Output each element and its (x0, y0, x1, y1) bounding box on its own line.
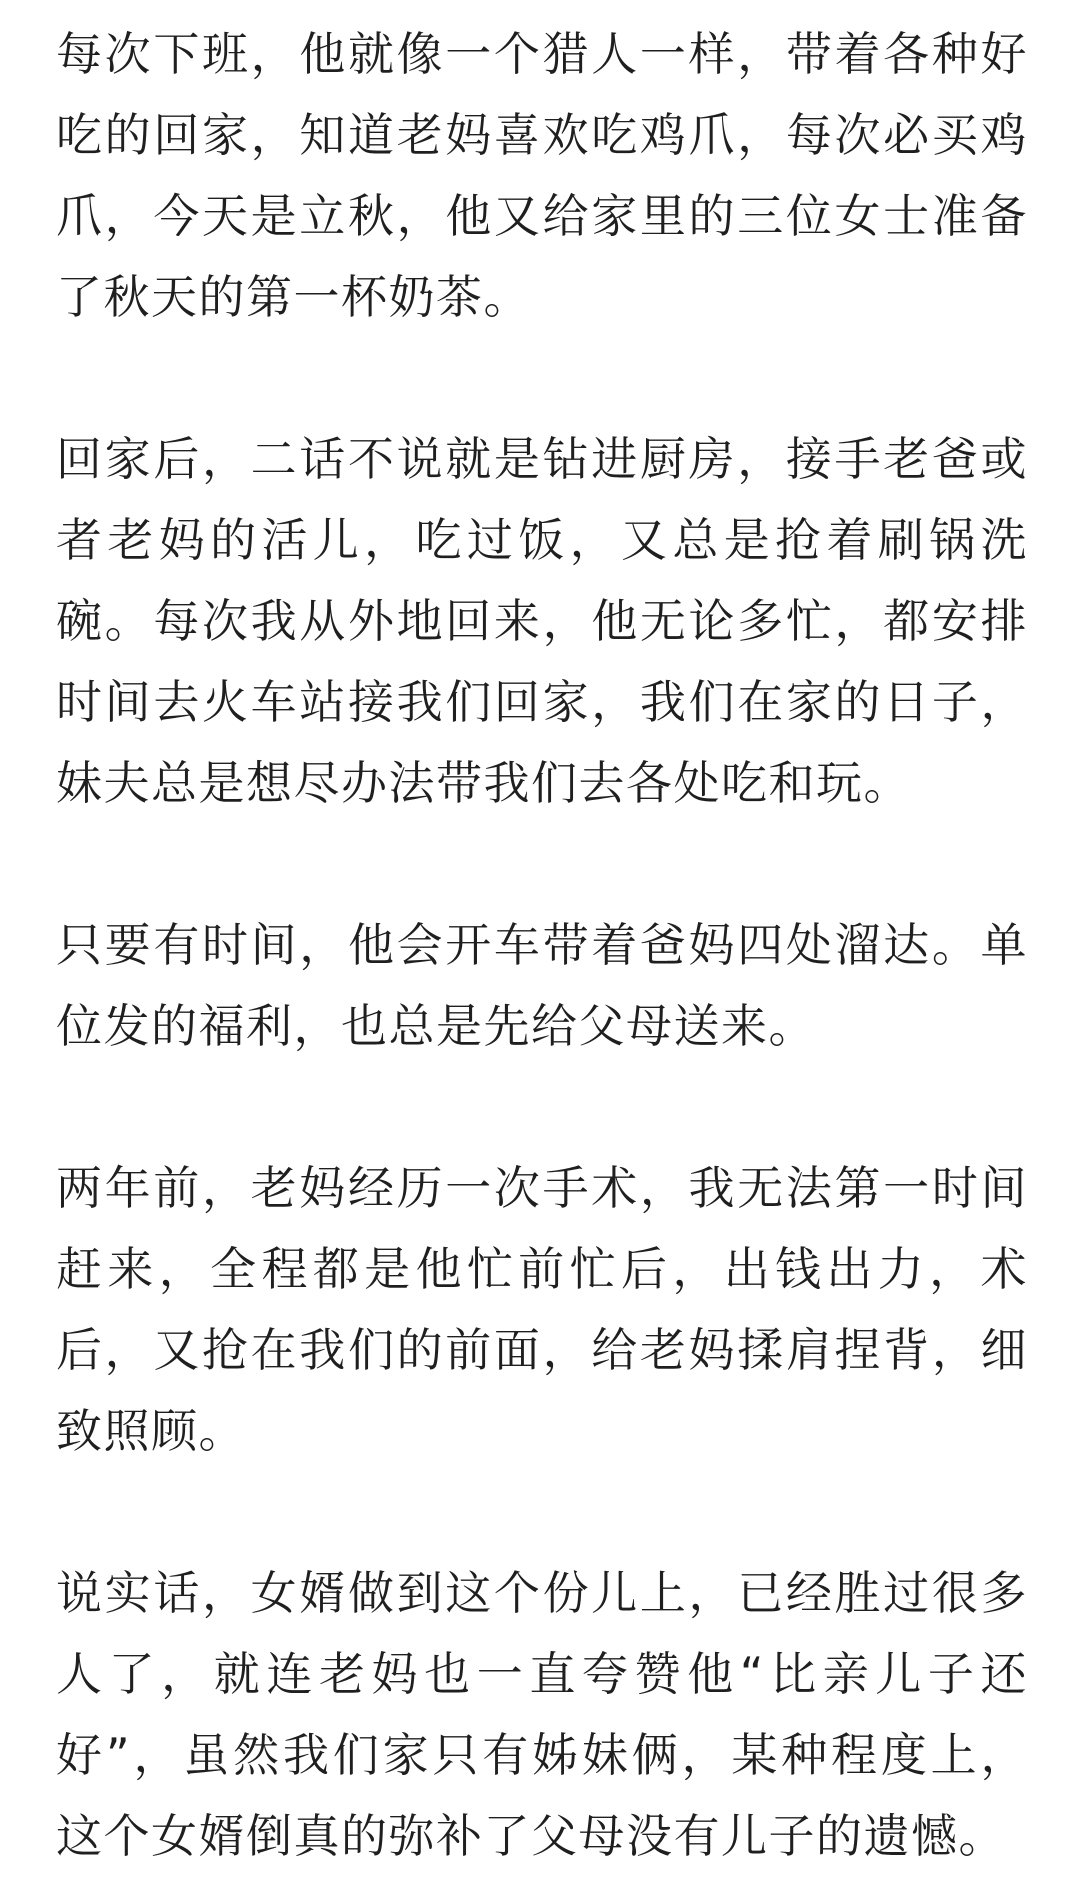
article-body (56, 14, 1028, 1877)
paragraph-4: 两年前，老妈经历一次手术，我无法第一时间赶来，全程都是他忙前忙后，出钱出力，术后，又抢在我们的前面，给老妈揉肩捏背，细致照顾。 (56, 1161, 1028, 1458)
paragraph-1: 每次下班，他就像一个猎人一样，带着各种好吃的回家，知道老妈喜欢吃鸡爪，每次必买鸡爪，今天是立秋，他又给家里的三位女士准备了秋天的第一杯奶茶。 (56, 27, 1028, 324)
paragraph-5: 说实话，女婿做到这个份儿上，已经胜过很多人了，就连老妈也一直夸赞他“比亲儿子还好”，虽然我们家只有姊妹俩，某种程度上，这个女婿倒真的弥补了父母没有儿子的遗憾。 (56, 1566, 1028, 1863)
paragraph-3: 只要有时间，他会开车带着爸妈四处溜达。单位发的福利，也总是先给父母送来。 (56, 918, 1028, 1053)
paragraph-2: 回家后，二话不说就是钻进厨房，接手老爸或者老妈的活儿，吃过饭，又总是抢着刷锅洗碗。每次我从外地回来，他无论多忙，都安排时间去火车站接我们回家，我们在家的日子，妹夫总是想尽办法带我们去各处吃和玩。 (56, 432, 1028, 810)
